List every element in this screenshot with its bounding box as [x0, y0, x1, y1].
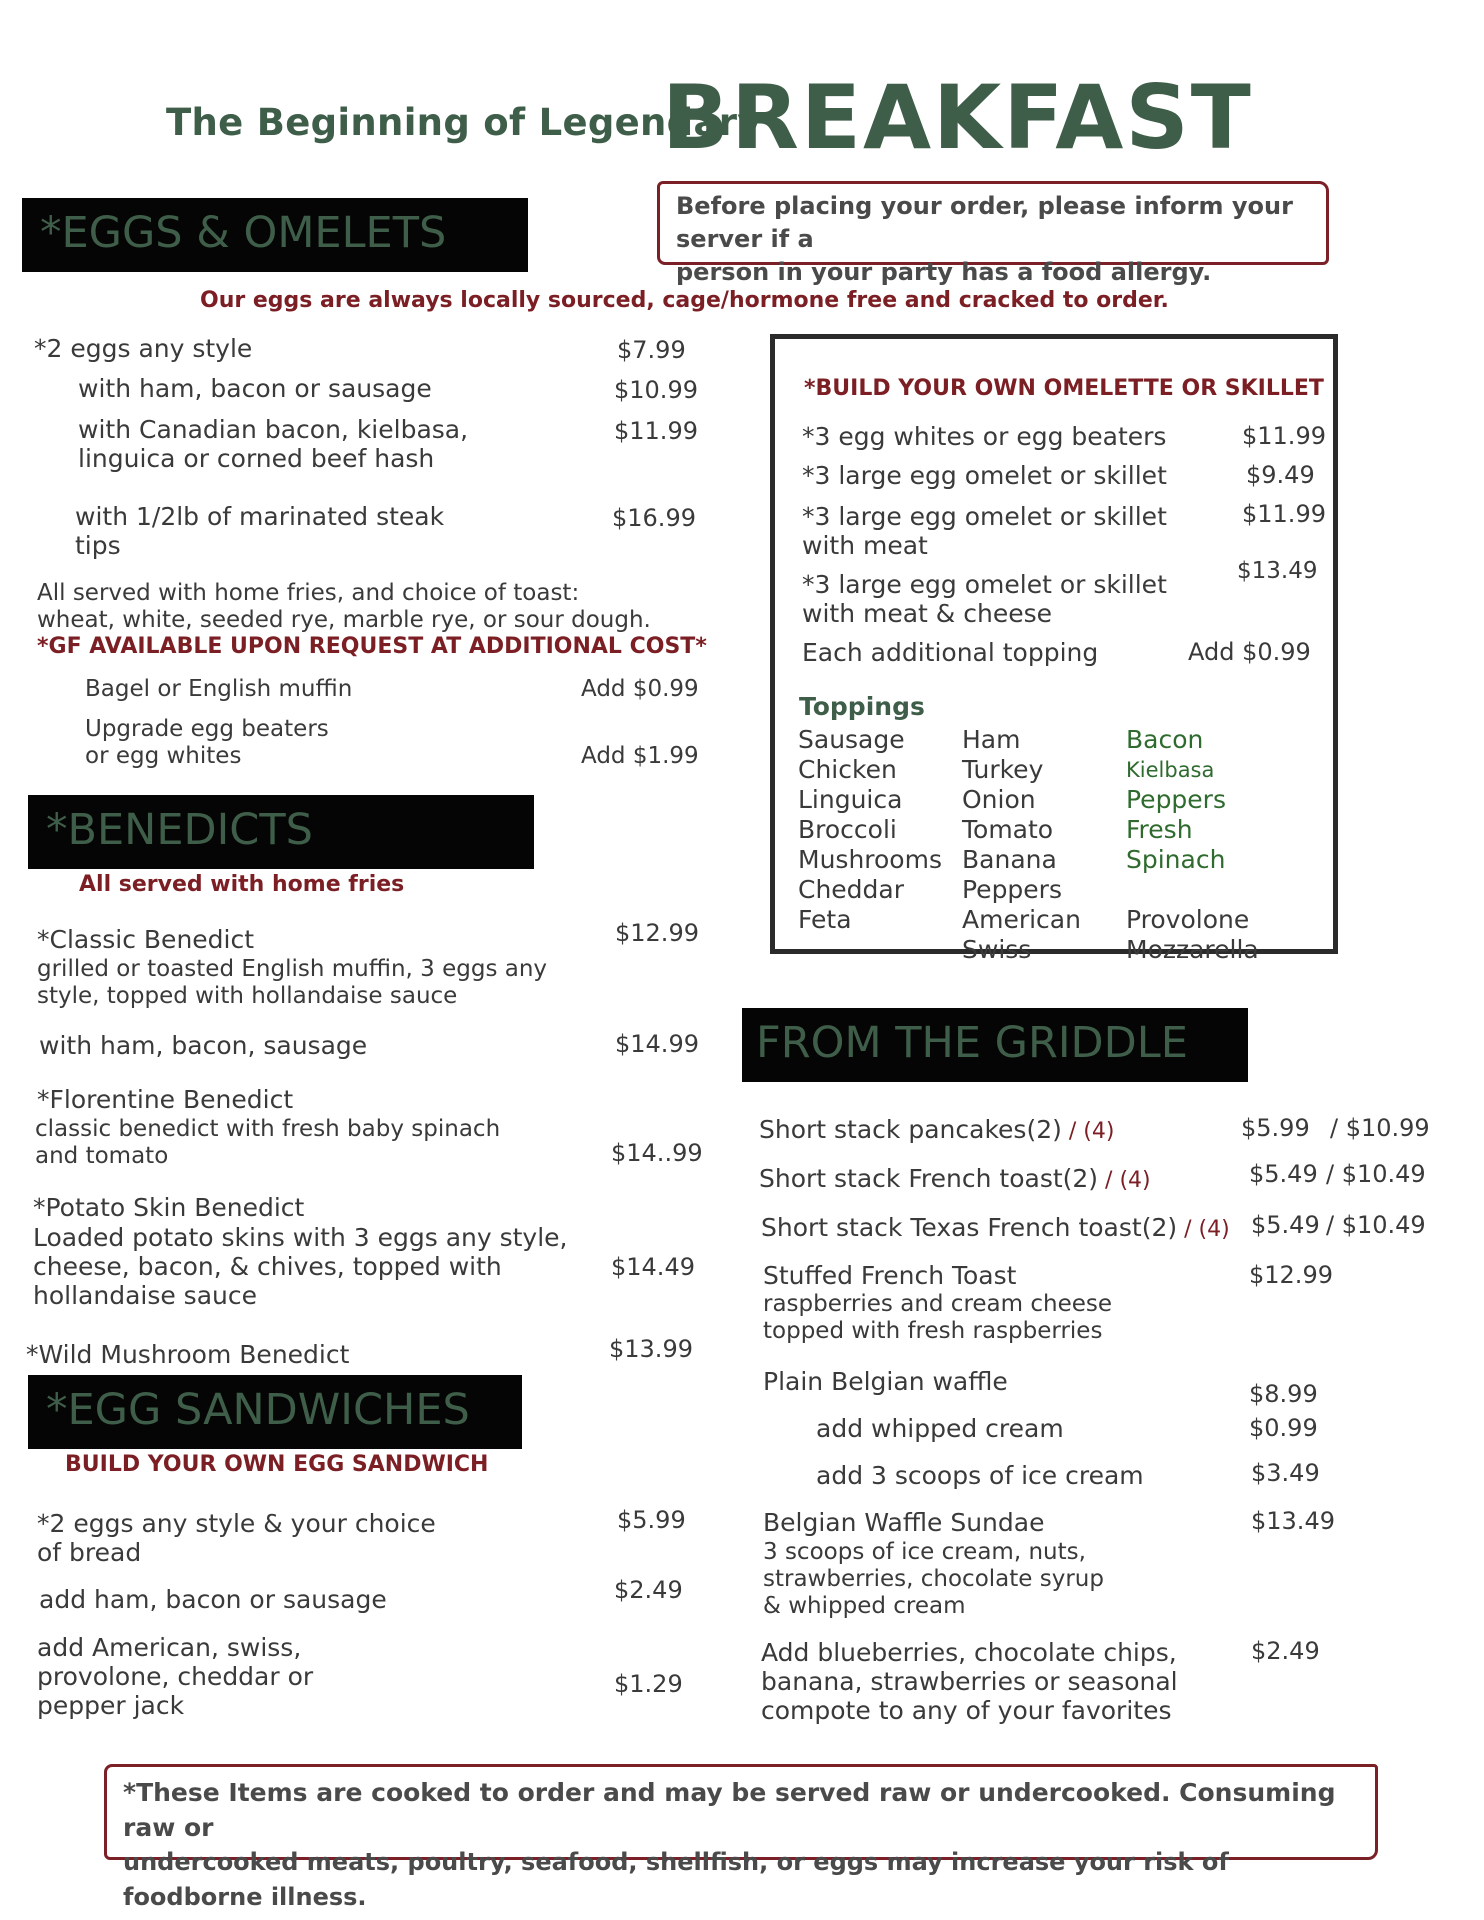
- topping: Banana Peppers: [962, 845, 1062, 904]
- benedict-4-desc-line-2: cheese, bacon, & chives, topped with: [33, 1252, 502, 1281]
- topping: Fresh Spinach: [1126, 815, 1226, 874]
- toppings-column-3: [1126, 725, 1259, 965]
- griddle-8-desc-line-2: strawberries, chocolate syrup: [763, 1566, 1104, 1592]
- griddle-5-name: Plain Belgian waffle: [763, 1367, 1008, 1396]
- omelette-item-4-name-line-2: with meat & cheese: [802, 599, 1052, 628]
- omelette-item-1-name: *3 egg whites or egg beaters: [802, 422, 1167, 451]
- gf-note: *GF AVAILABLE UPON REQUEST AT ADDITIONAL COST*: [37, 634, 707, 659]
- topping: Ham: [962, 725, 1021, 754]
- toppings-heading: Toppings: [799, 692, 925, 721]
- omelette-item-3-name-line-1: *3 large egg omelet or skillet: [802, 502, 1167, 531]
- eggs-item-3-price: $11.99: [614, 417, 698, 445]
- omelette-item-5-name: Each additional topping: [802, 638, 1099, 667]
- topping: American: [962, 905, 1081, 934]
- griddle-9-name-line-1: Add blueberries, chocolate chips,: [761, 1638, 1177, 1667]
- griddle-8-desc-line-3: & whipped cream: [763, 1593, 966, 1619]
- omelette-item-1-price: $11.99: [1242, 422, 1326, 450]
- eggs-item-4-price: $16.99: [612, 504, 696, 532]
- topping: Bacon: [1126, 725, 1204, 754]
- sandwich-2-name: add ham, bacon or sausage: [39, 1585, 387, 1614]
- eggs-item-1-name: *2 eggs any style: [34, 334, 253, 363]
- topping: Broccoli: [798, 815, 897, 844]
- topping: Kielbasa: [1126, 758, 1215, 782]
- benedict-2-price: $14.99: [615, 1030, 699, 1058]
- eggs-note: Our eggs are always locally sourced, cage/hormone free and cracked to order.: [200, 288, 1169, 313]
- benedict-5-name: *Wild Mushroom Benedict: [26, 1340, 350, 1369]
- sandwiches-note: BUILD YOUR OWN EGG SANDWICH: [65, 1452, 489, 1477]
- benedict-3-name: *Florentine Benedict: [37, 1085, 294, 1114]
- griddle-1-name: Short stack pancakes(2) / (4): [759, 1115, 1115, 1144]
- omelette-item-2-price: $9.49: [1246, 461, 1315, 489]
- griddle-8-price: $13.49: [1251, 1507, 1335, 1535]
- sandwich-1-price: $5.99: [617, 1506, 686, 1534]
- griddle-4-desc-line-1: raspberries and cream cheese: [763, 1291, 1113, 1317]
- omelette-item-4-price: $13.49: [1237, 558, 1318, 584]
- omelette-item-5-price: Add $0.99: [1188, 638, 1311, 666]
- topping: Chicken: [798, 755, 897, 784]
- benedict-1-name: *Classic Benedict: [37, 925, 255, 954]
- sandwich-1-name-line-2: of bread: [37, 1538, 142, 1567]
- topping: [1126, 875, 1259, 905]
- toppings-column-1: [798, 725, 942, 935]
- addon-1-price: Add $0.99: [581, 676, 699, 702]
- addon-2-name-line-1: Upgrade egg beaters: [85, 716, 329, 742]
- griddle-1-price-large: / $10.99: [1330, 1114, 1430, 1142]
- topping: Onion: [962, 785, 1036, 814]
- griddle-6-price: $0.99: [1249, 1414, 1318, 1442]
- topping: Sausage: [798, 725, 905, 754]
- topping: Linguica: [798, 785, 903, 814]
- eggs-served-line-2: wheat, white, seeded rye, marble rye, or sour dough.: [37, 607, 651, 633]
- topping: Tomato: [962, 815, 1054, 844]
- benedict-5-price: $13.99: [609, 1335, 693, 1363]
- benedict-3-desc-line-2: and tomato: [35, 1143, 169, 1169]
- benedicts-heading: *BENEDICTS: [28, 795, 534, 869]
- sandwich-1-name-line-1: *2 eggs any style & your choice: [37, 1509, 436, 1538]
- toppings-column-2: [962, 725, 1081, 965]
- footer-line-1: *These Items are cooked to order and may be served raw or undercooked. Consuming raw or: [123, 1778, 1336, 1842]
- omelette-heading: *BUILD YOUR OWN OMELETTE OR SKILLET: [804, 376, 1324, 401]
- eggs-item-2-name: with ham, bacon or sausage: [78, 374, 432, 403]
- allergy-notice: [657, 181, 1329, 286]
- sandwich-3-price: $1.29: [614, 1670, 683, 1698]
- topping: Cheddar: [798, 875, 905, 904]
- omelette-item-2-name: *3 large egg omelet or skillet: [802, 461, 1167, 490]
- sandwich-3-name-line-1: add American, swiss,: [37, 1633, 302, 1662]
- omelette-item-4-name-line-1: *3 large egg omelet or skillet: [802, 570, 1167, 599]
- griddle-1-price-small: $5.99: [1241, 1114, 1310, 1142]
- topping: Mozzarella: [1126, 935, 1259, 964]
- griddle-9-name-line-3: compote to any of your favorites: [761, 1696, 1172, 1725]
- griddle-9-name-line-2: banana, strawberries or seasonal: [761, 1667, 1178, 1696]
- griddle-9-price: $2.49: [1251, 1637, 1320, 1665]
- benedict-4-name: *Potato Skin Benedict: [33, 1193, 305, 1222]
- benedict-1-price: $12.99: [615, 919, 699, 947]
- benedict-1-desc-line-1: grilled or toasted English muffin, 3 eggs any: [37, 956, 548, 982]
- omelette-item-3-price: $11.99: [1242, 500, 1326, 528]
- griddle-2-price-large: / $10.49: [1326, 1160, 1426, 1188]
- griddle-6-name: add whipped cream: [816, 1414, 1064, 1443]
- allergy-line-1: Before placing your order, please inform your server if a: [676, 192, 1293, 253]
- omelette-item-3-name-line-2: with meat: [802, 531, 928, 560]
- benedict-3-price: $14..99: [611, 1139, 703, 1167]
- griddle-heading: FROM THE GRIDDLE: [742, 1008, 1248, 1082]
- food-safety-notice: [104, 1764, 1378, 1911]
- griddle-8-desc-line-1: 3 scoops of ice cream, nuts,: [763, 1539, 1086, 1565]
- eggs-item-4-name-line-2: tips: [75, 531, 121, 560]
- eggs-item-4-name-line-1: with 1/2lb of marinated steak: [75, 502, 445, 531]
- addon-2-price: Add $1.99: [581, 743, 699, 769]
- benedict-4-desc-line-1: Loaded potato skins with 3 eggs any style,: [33, 1223, 568, 1252]
- addon-1-name: Bagel or English muffin: [85, 676, 353, 702]
- topping: Mushrooms: [798, 845, 942, 874]
- benedict-1-desc-line-2: style, topped with hollandaise sauce: [37, 983, 458, 1009]
- benedict-4-price: $14.49: [611, 1253, 695, 1281]
- page-title: BREAKFAST: [662, 66, 1253, 169]
- griddle-5-price: $8.99: [1249, 1380, 1318, 1408]
- griddle-4-desc-line-2: topped with fresh raspberries: [763, 1318, 1103, 1344]
- topping: Swiss: [962, 935, 1032, 964]
- griddle-2-name: Short stack French toast(2) / (4): [759, 1164, 1151, 1193]
- tagline: The Beginning of Legendary: [166, 101, 762, 144]
- griddle-3-price-large: / $10.49: [1326, 1211, 1426, 1239]
- eggs-item-3-name-line-2: linguica or corned beef hash: [78, 444, 435, 473]
- griddle-2-price-small: $5.49: [1249, 1160, 1318, 1188]
- griddle-7-name: add 3 scoops of ice cream: [816, 1461, 1144, 1490]
- benedict-2-name: with ham, bacon, sausage: [39, 1031, 368, 1060]
- benedict-4-desc-line-3: hollandaise sauce: [33, 1281, 257, 1310]
- topping: Provolone: [1126, 905, 1250, 934]
- benedicts-note: All served with home fries: [79, 872, 405, 897]
- griddle-7-price: $3.49: [1251, 1459, 1320, 1487]
- sandwich-2-price: $2.49: [614, 1576, 683, 1604]
- sandwich-3-name-line-2: provolone, cheddar or: [37, 1662, 314, 1691]
- eggs-omelets-heading: *EGGS & OMELETS: [22, 198, 528, 272]
- footer-line-2: undercooked meats, poultry, seafood, shellfish, or eggs may increase your risk of foodborne illness.: [123, 1848, 1229, 1911]
- griddle-3-price-small: $5.49: [1251, 1211, 1320, 1239]
- eggs-item-3-name-line-1: with Canadian bacon, kielbasa,: [78, 415, 469, 444]
- topping: Turkey: [962, 755, 1044, 784]
- eggs-item-2-price: $10.99: [614, 376, 698, 404]
- topping: Peppers: [1126, 785, 1226, 814]
- benedict-3-desc-line-1: classic benedict with fresh baby spinach: [35, 1116, 501, 1142]
- addon-2-name-line-2: or egg whites: [85, 743, 242, 769]
- eggs-served-line-1: All served with home fries, and choice of toast:: [37, 580, 580, 606]
- allergy-line-2: person in your party has a food allergy.: [676, 258, 1212, 286]
- egg-sandwiches-heading: *EGG SANDWICHES: [28, 1375, 522, 1449]
- griddle-4-price: $12.99: [1249, 1261, 1333, 1289]
- sandwich-3-name-line-3: pepper jack: [37, 1691, 185, 1720]
- griddle-3-name: Short stack Texas French toast(2) / (4): [761, 1213, 1230, 1242]
- griddle-8-name: Belgian Waffle Sundae: [763, 1508, 1045, 1537]
- griddle-4-name: Stuffed French Toast: [763, 1261, 1017, 1290]
- topping: Feta: [798, 905, 852, 934]
- eggs-item-1-price: $7.99: [617, 336, 686, 364]
